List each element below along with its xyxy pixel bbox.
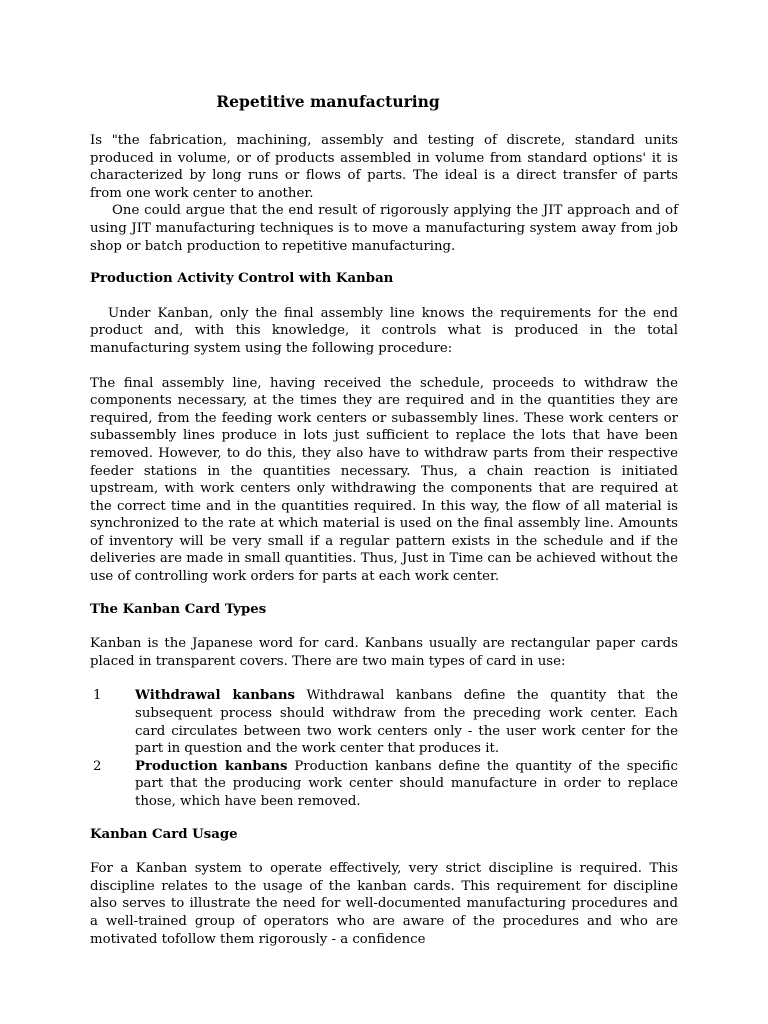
list-item [90,758,678,811]
section-heading-card-types: The Kanban Card Types [90,601,267,617]
section-heading-pac-kanban: Production Activity Control with Kanban [90,271,394,287]
card-types-paragraph: Kanban is the Japanese word for card. Kanbans usually are rectangular paper cards placed in transparent covers. There are two main types of card in use: [90,636,678,669]
list-item-number: 2 [93,758,102,774]
section-heading-card-usage: Kanban Card Usage [90,826,238,842]
list-item-text: Withdrawal kanbans define the quantity that the subsequent process should withdraw from the preceding work center. Each card circulates between two work centers only - the user work center for the part in question and the work center that produces it. [135,688,678,757]
intro-paragraph-2: One could argue that the end result of rigorously applying the JIT approach and of using JIT manufacturing techniques is to move a manufacturing system away from job shop or batch production to repetitive manufacturing. [90,203,678,254]
pac-paragraph-1: Under Kanban, only the final assembly line knows the requirements for the end product and, with this knowledge, it controls what is produced in the total manufacturing system using the following procedure: [90,305,678,356]
list-item [90,687,678,757]
document-page [90,92,678,948]
list-item-body [135,758,678,811]
list-item-term: Production kanbans [135,758,288,774]
pac-paragraph-2: The final assembly line, having received the schedule, proceeds to withdraw the components necessary, at the times they are required and in the quantities they are required, from the feeding work centers or subassembly lines. These work centers or subassembly lines produce in lots just sufficient to replace the lots that have been removed. However, to do this, they also have to withdraw parts from their respective feeder stations in the quantities necessary. Thus, a chain reaction is initiated upstream, with work centers only withdrawing the components that are required at the correct time and in the quantities required. In this way, the flow of all material is synchronized to the rate at which material is used on the final assembly line. Amounts of inventory will be very small if a regular pattern exists in the schedule and if the deliveries are made in small quantities. Thus, Just in Time can be achieved without the use of controlling work orders for parts at each work center. [90,375,678,585]
card-usage-paragraph: For a Kanban system to operate effectively, very strict discipline is required. This discipline relates to the usage of the kanban cards. This requirement for discipline also serves to illustrate the need for well-documented manufacturing procedures and a well-trained group of operators who are aware of the procedures and who are motivated tofollow them rigorously - a confidence [90,861,678,947]
list-item-term: Withdrawal kanbans [135,688,296,704]
list-item-number: 1 [93,688,102,704]
intro-paragraph-1: Is "the fabrication, machining, assembly and testing of discrete, standard units produced in volume, or of products assembled in volume from standard options' it is characterized by long runs or flows of parts. The ideal is a direct transfer of parts from one work center to another. [90,133,678,201]
document-title: Repetitive manufacturing [216,92,440,111]
list-item-body [135,687,678,757]
list-item-text: Production kanbans define the quantity of the specific part that the producing work center should manufacture in order to replace those, which have been removed. [135,758,679,809]
